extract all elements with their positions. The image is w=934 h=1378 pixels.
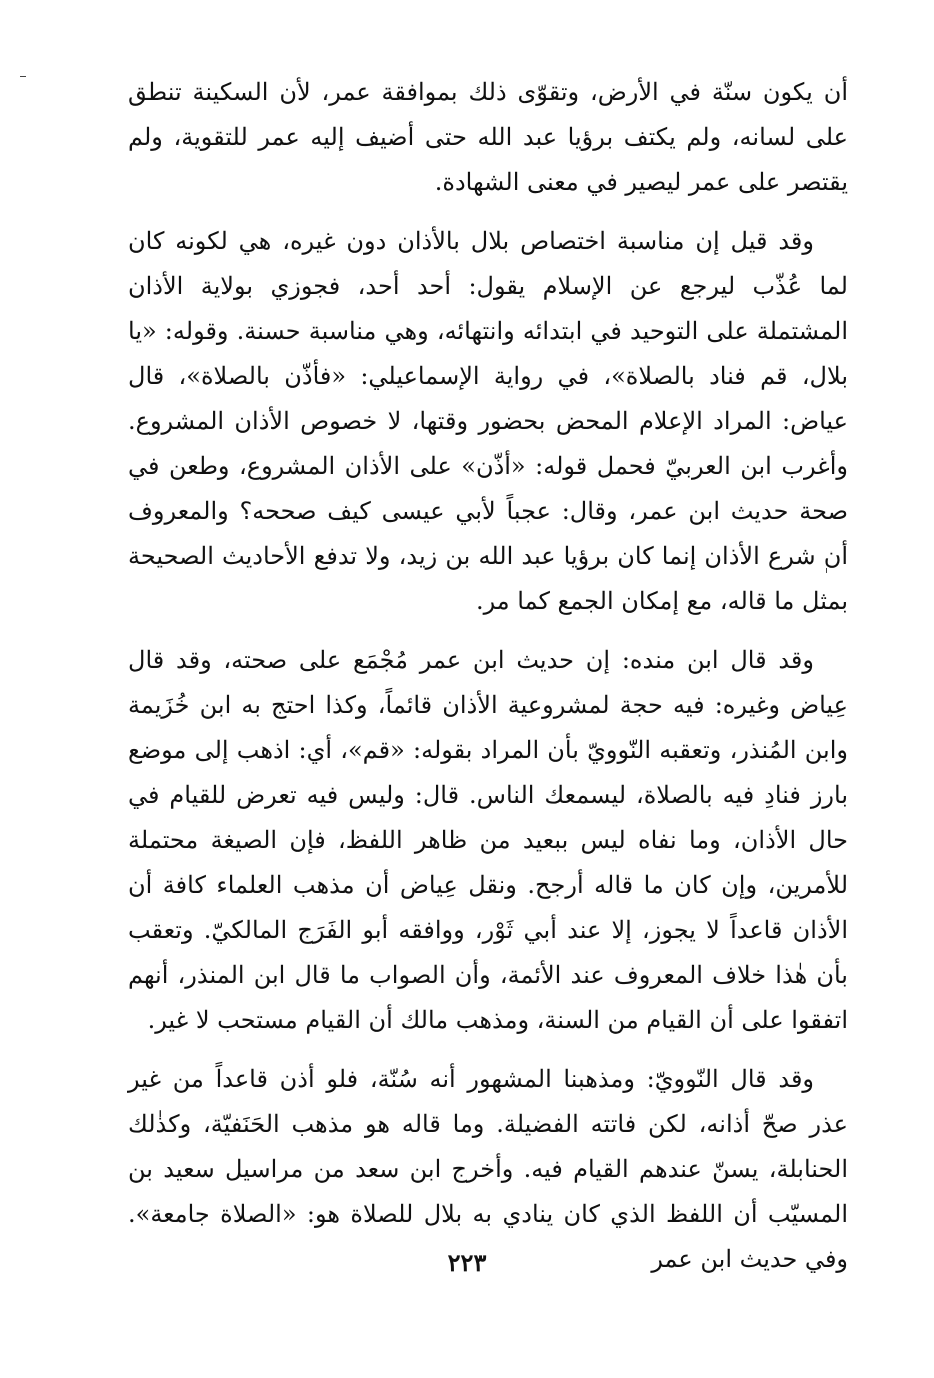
page-body (128, 70, 848, 1296)
paragraph: وقد قال النّوويّ: ومذهبنا المشهور أنه سُنّة، فلو أذن قاعداً من غير عذر صحّ أذانه، لكن فاتته الفضيلة. وما قاله هو مذهب الحَنَفيّة، وكذٰلك الحنابلة، يسنّ عندهم القيام فيه. وأخرج ابن سعد من مراسيل سعيد بن المسيّب أن اللفظ الذي كان ينادي به بلال للصلاة هو: «الصلاة جامعة». وفي حديث ابن عمر (128, 1065, 848, 1273)
scan-edge-mark (20, 76, 26, 77)
paragraph: وقد قيل إن مناسبة اختصاص بلال بالأذان دون غيره، هي لكونه كان لما عُذّب ليرجع عن الإسلام يقول: أحد أحد، فجوزي بولاية الأذان المشتملة على التوحيد في ابتدائه وانتهائه، وهي مناسبة حسنة. وقوله: «يا بلال، قم فناد بالصلاة»، في رواية الإسماعيلي: «فأذّن بالصلاة»، قال عياض: المراد الإعلام المحض بحضور وقتها، لا خصوص الأذان المشروع. وأغرب ابن العربيّ فحمل قوله: «أذّن» على الأذان المشروع، وطعن في صحة حديث ابن عمر، وقال: عجباً لأبي عيسى كيف صححه؟ والمعروف أن شرع الأذان إنما كان برؤيا عبد الله بن زيد، ولا تدفع الأحاديث الصحيحة بمثل ما قاله، مع إمكان الجمع كما مر. (128, 227, 848, 615)
page-number: ٢٢٣ (447, 1248, 487, 1277)
paragraph: أن يكون سنّة في الأرض، وتقوّى ذلك بموافقة عمر، لأن السكينة تنطق على لسانه، ولم يكتف برؤيا عبد الله حتى أضيف إليه عمر للتقوية، ولم يقتصر على عمر ليصير في معنى الشهادة. (128, 78, 848, 196)
paragraph: وقد قال ابن منده: إن حديث ابن عمر مُجْمَع على صحته، وقد قال عِياض وغيره: فيه حجة لمشروعية الأذان قائماً، وكذا احتج به ابن خُزَيمة وابن المُنذر، وتعقبه النّوويّ بأن المراد بقوله: «قم»، أي: اذهب إلى موضع بارز فنادِ فيه بالصلاة، ليسمعك الناس. قال: وليس فيه تعرض للقيام في حال الأذان، وما نفاه ليس ببعيد من ظاهر اللفظ، فإن الصيغة محتملة للأمرين، وإن كان ما قاله أرجح. ونقل عِياض أن مذهب العلماء كافة أن الأذان قاعداً لا يجوز، إلا عند أبي ثَوْر، ووافقه أبو الفَرَج المالكيّ. وتعقب بأن هٰذا خلاف المعروف عند الأئمة، وأن الصواب ما قال ابن المنذر، أنهم اتفقوا على أن القيام من السنة، ومذهب مالك أن القيام مستحب لا غير. (128, 646, 849, 1034)
